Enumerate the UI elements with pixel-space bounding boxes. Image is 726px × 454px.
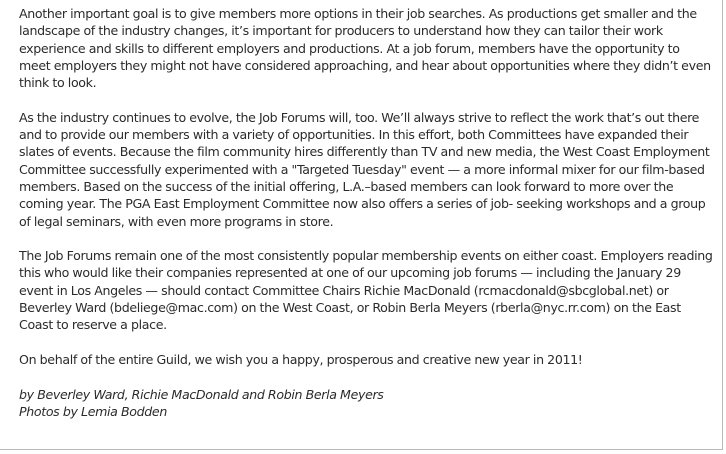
paragraph-contact-chairs: The Job Forums remain one of the most consistently popular membership events on either coast. Employers reading this who would like their companies represented at one of our upcoming job forums — including the January 29 event in Los Angeles — should contact Committee Chairs Richie MacDonald (rcmacdonald@sbcglobal.net) or Beverley Ward (bdeliege@mac.com) on the West Coast, or Robin Berla Meyers (rberla@nyc.rr.com) on the East Coast to reserve a place. (19, 248, 713, 333)
author-byline: by Beverley Ward, Richie MacDonald and Robin Berla Meyers (19, 386, 384, 402)
photo-credit: Photos by Lemia Bodden (19, 403, 167, 419)
paragraph-new-year-wishes: On behalf of the entire Guild, we wish you a happy, prosperous and creative new year in 2011! (19, 351, 583, 367)
paragraph-job-search-options: Another important goal is to give members more options in their job searches. As productions get smaller and the landscape of the industry changes, it’s important for producers to understand how they can tailor their work experience and skills to different employers and productions. At a job forum, members have the opportunity to meet employers they might not have considered approaching, and hear about opportunities where they didn’t even think to look. (19, 6, 711, 91)
article-body (19, 5, 713, 420)
paragraph-industry-evolves: As the industry continues to evolve, the Job Forums will, too. We’ll always strive to reflect the work that’s out there and to provide our members with a variety of opportunities. In this effort, both Committees have expanded their slates of events. Because the film community hires differently than TV and new media, the West Coast Employment Committee successfully experimented with a "Targeted Tuesday" event — a more informal mixer for our film-based members. Based on the success of the initial offering, L.A.–based members can look forward to more over the coming year. The PGA East Employment Committee now also offers a series of job- seeking workshops and a group of legal seminars, with even more programs in store. (19, 109, 710, 229)
